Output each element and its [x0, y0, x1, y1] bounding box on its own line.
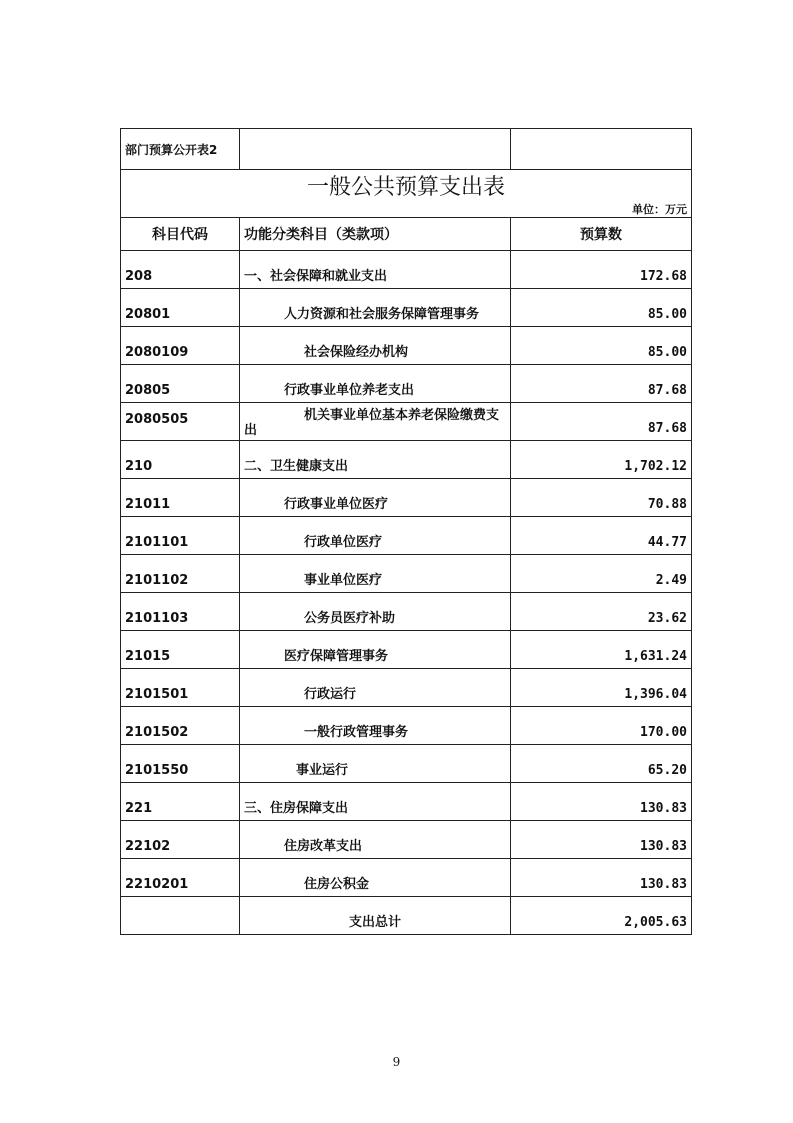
table-row [121, 517, 692, 555]
empty-cell [511, 129, 692, 170]
row-amount: 85.00 [511, 289, 692, 327]
row-code: 22102 [121, 821, 240, 859]
row-amount: 130.83 [511, 821, 692, 859]
table-row [121, 289, 692, 327]
row-code: 2101103 [121, 593, 240, 631]
row-code: 2101102 [121, 555, 240, 593]
page-number: 9 [392, 1055, 401, 1069]
row-name: 事业单位医疗 [240, 555, 511, 593]
row-name: 住房改革支出 [240, 821, 511, 859]
row-amount: 85.00 [511, 327, 692, 365]
row-name: 行政单位医疗 [240, 517, 511, 555]
column-header-amount: 预算数 [511, 218, 692, 251]
row-amount: 70.88 [511, 479, 692, 517]
row-name-wrapped [240, 403, 511, 441]
row-name: 行政事业单位养老支出 [240, 365, 511, 403]
budget-table [120, 128, 692, 935]
row-amount: 130.83 [511, 859, 692, 897]
table-row [121, 669, 692, 707]
row-name: 社会保险经办机构 [240, 327, 511, 365]
row-code: 2101501 [121, 669, 240, 707]
row-code: 2080505 [121, 403, 240, 441]
column-header-name: 功能分类科目（类款项） [240, 218, 511, 251]
row-name: 一、社会保障和就业支出 [240, 251, 511, 289]
row-amount: 87.68 [511, 365, 692, 403]
row-name: 事业运行 [240, 745, 511, 783]
row-name: 三、住房保障支出 [240, 783, 511, 821]
row-code: 20805 [121, 365, 240, 403]
table-row [121, 745, 692, 783]
row-code: 208 [121, 251, 240, 289]
row-amount: 1,631.24 [511, 631, 692, 669]
table-row [121, 365, 692, 403]
row-amount: 2.49 [511, 555, 692, 593]
row-amount: 87.68 [511, 403, 692, 441]
row-code: 20801 [121, 289, 240, 327]
unit-label: 单位：万元 [121, 201, 692, 218]
row-code: 2080109 [121, 327, 240, 365]
row-amount: 1,702.12 [511, 441, 692, 479]
row-code: 21011 [121, 479, 240, 517]
row-name: 行政运行 [240, 669, 511, 707]
row-name: 人力资源和社会服务保障管理事务 [240, 289, 511, 327]
row-amount: 44.77 [511, 517, 692, 555]
table-row [121, 403, 692, 441]
table-row [121, 479, 692, 517]
total-amount: 2,005.63 [511, 897, 692, 935]
column-header-row [121, 218, 692, 251]
row-amount: 170.00 [511, 707, 692, 745]
table-number-cell [121, 129, 240, 170]
row-name: 机关事业单位基本养老保险缴费支出 [244, 408, 500, 438]
row-name: 行政事业单位医疗 [240, 479, 511, 517]
row-name: 一般行政管理事务 [240, 707, 511, 745]
table-row [121, 631, 692, 669]
title-row [121, 170, 692, 202]
empty-cell [121, 897, 240, 935]
table-row [121, 441, 692, 479]
row-amount: 172.68 [511, 251, 692, 289]
table-row [121, 555, 692, 593]
table-row [121, 707, 692, 745]
row-code: 21015 [121, 631, 240, 669]
unit-row [121, 201, 692, 218]
table-title: 一般公共预算支出表 [121, 170, 692, 202]
table-row [121, 327, 692, 365]
budget-sheet [120, 128, 687, 935]
row-name: 医疗保障管理事务 [240, 631, 511, 669]
row-name: 公务员医疗补助 [240, 593, 511, 631]
row-amount: 65.20 [511, 745, 692, 783]
empty-cell [240, 129, 511, 170]
row-code: 2101502 [121, 707, 240, 745]
table-row [121, 251, 692, 289]
row-code: 2101550 [121, 745, 240, 783]
total-label: 支出总计 [240, 897, 511, 935]
row-amount: 1,396.04 [511, 669, 692, 707]
table-row [121, 821, 692, 859]
table-row [121, 859, 692, 897]
row-code: 2101101 [121, 517, 240, 555]
row-name: 住房公积金 [240, 859, 511, 897]
total-row [121, 897, 692, 935]
row-amount: 130.83 [511, 783, 692, 821]
row-amount: 23.62 [511, 593, 692, 631]
table-row [121, 783, 692, 821]
table-row [121, 593, 692, 631]
row-name: 二、卫生健康支出 [240, 441, 511, 479]
row-code: 210 [121, 441, 240, 479]
table-number: 部门预算公开表2 [125, 142, 218, 157]
column-header-code: 科目代码 [121, 218, 240, 251]
row-code: 2210201 [121, 859, 240, 897]
row-code: 221 [121, 783, 240, 821]
table-number-row [121, 129, 692, 170]
